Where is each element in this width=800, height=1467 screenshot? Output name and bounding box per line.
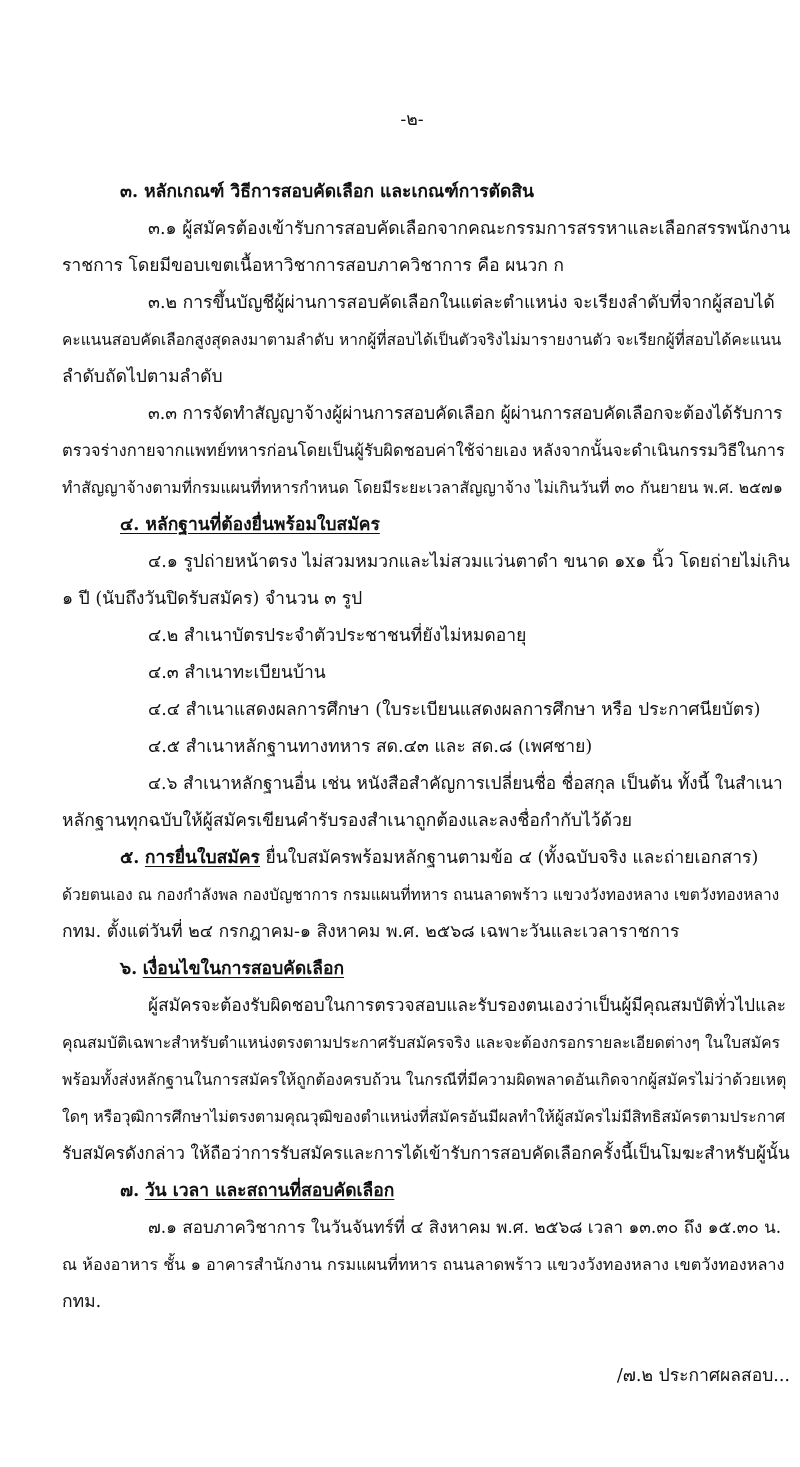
section5-line2: ด้วยตนเอง ณ กองกำลังพล กองบัญชาการ กรมแผนที่ทหาร ถนนลาดพร้าว แขวงวังทองหลาง เขตวังทองหลาง <box>62 886 780 904</box>
section5-number: ๕. <box>120 848 140 868</box>
section3-1-line2: ราชการ โดยมีขอบเขตเนื้อหาวิชาการสอบภาควิชาการ คือ ผนวก ก <box>62 256 564 276</box>
section4-1-line1: ๔.๑ รูปถ่ายหน้าตรง ไม่สวมหมวกและไม่สวมแว่นตาดำ ขนาด ๑x๑ นิ้ว โดยถ่ายไม่เกิน <box>148 552 790 572</box>
section6-line1: ผู้สมัครจะต้องรับผิดชอบในการตรวจสอบและรับรองตนเองว่าเป็นผู้มีคุณสมบัติทั่วไปและ <box>148 996 787 1016</box>
section6-line3: พร้อมทั้งส่งหลักฐานในการสมัครให้ถูกต้องครบถ้วน ในกรณีที่มีความผิดพลาดอันเกิดจากผู้สมัครไม่ว่าด้วยเหตุ <box>62 1070 787 1089</box>
section3-3-line3: ทำสัญญาจ้างตามที่กรมแผนที่ทหารกำหนด โดยมีระยะเวลาสัญญาจ้าง ไม่เกินวันที่ ๓๐ กันยายน พ.ศ. ๒๕๗๑ <box>62 478 783 497</box>
section5-heading: การยื่นใบสมัคร <box>144 848 260 868</box>
section3-3-line1: ๓.๓ การจัดทำสัญญาจ้างผู้ผ่านการสอบคัดเลือก ผู้ผ่านการสอบคัดเลือกจะต้องได้รับการ <box>148 404 783 424</box>
section4-2: ๔.๒ สำเนาบัตรประจำตัวประชาชนที่ยังไม่หมดอายุ <box>148 626 527 646</box>
section6-line2: คุณสมบัติเฉพาะสำหรับตำแหน่งตรงตามประกาศรับสมัครจริง และจะต้องกรอกรายละเอียดต่างๆ ในใบสมัคร <box>62 1033 781 1052</box>
section7-1-line3: กทม. <box>62 1292 102 1312</box>
section4-4: ๔.๔ สำเนาแสดงผลการศึกษา (ใบระเบียนแสดงผลการศึกษา หรือ ประกาศนียบัตร) <box>148 700 761 720</box>
section6-number: ๖. <box>120 959 138 979</box>
section4-heading: ๔. หลักฐานที่ต้องยื่นพร้อมใบสมัคร <box>120 515 380 535</box>
section6-heading-line <box>120 957 344 981</box>
section6-heading: เงื่อนไขในการสอบคัดเลือก <box>142 959 345 979</box>
continuation-note: /๗.๒ ประกาศผลสอบ... <box>616 1366 790 1386</box>
section7-number: ๗. <box>120 1181 140 1201</box>
section4-5: ๔.๕ สำเนาหลักฐานทางทหาร สด.๔๓ และ สด.๘ (เพศชาย) <box>148 737 593 757</box>
section7-heading-line <box>120 1179 394 1203</box>
section7-1-line1: ๗.๑ สอบภาควิชาการ ในวันจันทร์ที่ ๔ สิงหาคม พ.ศ. ๒๕๖๘ เวลา ๑๓.๓๐ ถึง ๑๕.๓๐ น. <box>148 1218 782 1238</box>
section6-line5: รับสมัครดังกล่าว ให้ถือว่าการรับสมัครและการได้เข้ารับการสอบคัดเลือกครั้งนี้เป็นโมฆะสำหรับผู้นั้น <box>62 1144 790 1164</box>
page-number: -๒- <box>400 110 424 130</box>
section5-line1-text: ยื่นใบสมัครพร้อมหลักฐานตามข้อ ๔ (ทั้งฉบับจริง และถ่ายเอกสาร) <box>265 848 759 868</box>
section3-2-line3: ลำดับถัดไปตามลำดับ <box>62 367 223 387</box>
section3-3-line2: ตรวจร่างกายจากแพทย์ทหารก่อนโดยเป็นผู้รับผิดชอบค่าใช้จ่ายเอง หลังจากนั้นจะดำเนินกรรมวิธีในการ <box>62 441 785 460</box>
section3-1-line1: ๓.๑ ผู้สมัครต้องเข้ารับการสอบคัดเลือกจากคณะกรรมการสรรหาและเลือกสรรพนักงาน <box>148 219 791 239</box>
section4-1-line2: ๑ ปี (นับถึงวันปิดรับสมัคร) จำนวน ๓ รูป <box>62 589 363 609</box>
section4-6-line1: ๔.๖ สำเนาหลักฐานอื่น เช่น หนังสือสำคัญการเปลี่ยนชื่อ ชื่อสกุล เป็นต้น ทั้งนี้ ในสำเนา <box>148 774 783 794</box>
section4-6-line2: หลักฐานทุกฉบับให้ผู้สมัครเขียนคำรับรองสำเนาถูกต้องและลงชื่อกำกับไว้ด้วย <box>62 811 633 831</box>
section7-1-line2: ณ ห้องอาหาร ชั้น ๑ อาคารสำนักงาน กรมแผนที่ทหาร ถนนลาดพร้าว แขวงวังทองหลาง เขตวังทองหลาง <box>62 1255 785 1274</box>
section7-heading: วัน เวลา และสถานที่สอบคัดเลือก <box>144 1181 395 1201</box>
section3-2-line2: คะแนนสอบคัดเลือกสูงสุดลงมาตามลำดับ หากผู้ที่สอบได้เป็นตัวจริงไม่มารายงานตัว จะเรียกผู้ที่สอบได้คะแนน <box>62 331 782 349</box>
section3-heading: ๓. หลักเกณฑ์ วิธีการสอบคัดเลือก และเกณฑ์การตัดสิน <box>120 182 534 202</box>
section5-line3: กทม. ตั้งแต่วันที่ ๒๔ กรกฎาคม-๑ สิงหาคม พ.ศ. ๒๕๖๘ เฉพาะวันและเวลาราชการ <box>62 922 680 942</box>
section5-line1 <box>120 846 758 870</box>
section3-2-line1: ๓.๒ การขึ้นบัญชีผู้ผ่านการสอบคัดเลือกในแต่ละตำแหน่ง จะเรียงลำดับที่จากผู้สอบได้ <box>148 293 775 313</box>
section6-line4: ใดๆ หรือวุฒิการศึกษาไม่ตรงตามคุณวุฒิของตำแหน่งที่สมัครอันมีผลทำให้ผู้สมัครไม่มีสิทธิสมัครตามประกาศ <box>62 1107 786 1126</box>
section4-3: ๔.๓ สำเนาทะเบียนบ้าน <box>148 663 326 683</box>
